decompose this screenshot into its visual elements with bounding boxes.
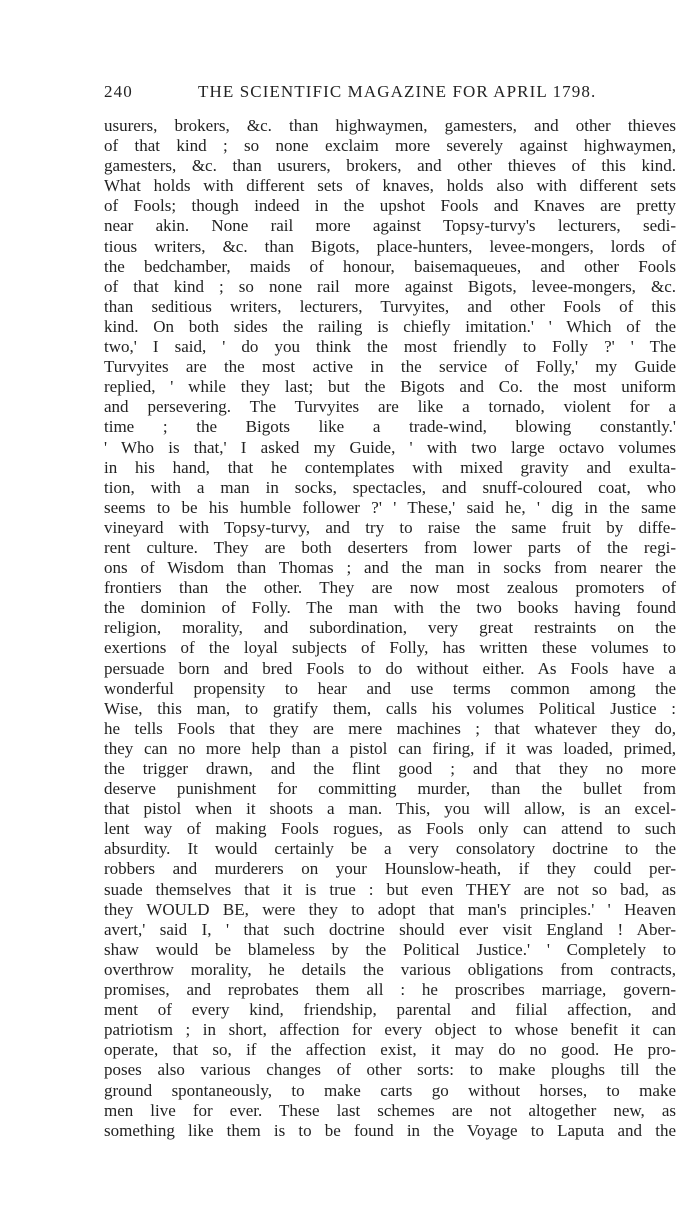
text-line: exertions of the loyal subjects of Folly, has written these volumes to [104, 638, 676, 658]
text-line: ons of Wisdom than Thomas ; and the man in socks from nearer the [104, 558, 676, 578]
text-line: lent way of making Fools rogues, as Fools only can attend to such [104, 819, 676, 839]
text-line: absurdity. It would certainly be a very consolatory doctrine to the [104, 839, 676, 859]
text-line: overthrow morality, he details the various obligations from contracts, [104, 959, 676, 979]
text-line: tion, with a man in socks, spectacles, and snuff-coloured coat, who [104, 477, 676, 497]
text-line: he tells Fools that they are mere machines ; that whatever they do, [104, 718, 676, 738]
text-line: ' Who is that,' I asked my Guide, ' with two large octavo volumes [104, 437, 676, 457]
text-line: of that kind ; so none exclaim more severely against highwaymen, [104, 136, 676, 156]
text-line: persuade born and bred Fools to do without either. As Fools have a [104, 658, 676, 678]
text-line: seems to be his humble follower ?' ' These,' said he, ' dig in the same [104, 497, 676, 517]
text-line: replied, ' while they last; but the Bigots and Co. the most uniform [104, 377, 676, 397]
text-line: What holds with different sets of knaves, holds also with different sets [104, 176, 676, 196]
text-line: they can no more help than a pistol can firing, if it was loaded, primed, [104, 738, 676, 758]
text-line: gamesters, &c. than usurers, brokers, and other thieves of this kind. [104, 156, 676, 176]
text-line: wonderful propensity to hear and use terms common among the [104, 678, 676, 698]
text-line: the bedchamber, maids of honour, baisemaqueues, and other Fools [104, 256, 676, 276]
text-line: robbers and murderers on your Hounslow-heath, if they could per- [104, 859, 676, 879]
text-line: deserve punishment for committing murder, than the bullet from [104, 779, 676, 799]
text-line: promises, and reprobates them all : he proscribes marriage, govern- [104, 980, 676, 1000]
text-line: Wise, this man, to gratify them, calls his volumes Political Justice : [104, 698, 676, 718]
text-line: frontiers than the other. They are now most zealous promoters of [104, 578, 676, 598]
page-number: 240 [104, 82, 133, 101]
text-line: operate, that so, if the affection exist, it may do no good. He pro- [104, 1040, 676, 1060]
text-line: ground spontaneously, to make carts go without horses, to make [104, 1080, 676, 1100]
text-line: time ; the Bigots like a trade-wind, blowing constantly.' [104, 417, 676, 437]
body-text [104, 116, 676, 1141]
text-line: of that kind ; so none rail more against Bigots, levee-mongers, &c. [104, 276, 676, 296]
text-line: that pistol when it shoots a man. This, you will allow, is an excel- [104, 799, 676, 819]
text-line: and persevering. The Turvyites are like a tornado, violent for a [104, 397, 676, 417]
text-line: Turvyites are the most active in the service of Folly,' my Guide [104, 357, 676, 377]
text-line: the dominion of Folly. The man with the two books having found [104, 598, 676, 618]
text-line: rent culture. They are both deserters from lower parts of the regi- [104, 537, 676, 557]
running-head [104, 78, 676, 108]
text-line: the trigger drawn, and the flint good ; and that they no more [104, 759, 676, 778]
text-line: than seditious writers, lecturers, Turvyites, and other Fools of this [104, 296, 676, 316]
text-line: ment of every kind, friendship, parental and filial affection, and [104, 1000, 676, 1020]
text-line: men live for ever. These last schemes are not altogether new, as [104, 1100, 676, 1120]
text-line: suade themselves that it is true : but even THEY are not so bad, as [104, 879, 676, 899]
text-line: they WOULD BE, were they to adopt that man's principles.' ' Heaven [104, 899, 676, 919]
running-title: THE SCIENTIFIC MAGAZINE FOR APRIL 1798. [198, 82, 597, 101]
book-page [104, 78, 676, 1141]
text-line: vineyard with Topsy-turvy, and try to raise the same fruit by diffe- [104, 517, 676, 537]
text-line: poses also various changes of other sorts: to make ploughs till the [104, 1060, 676, 1080]
text-line: something like them is to be found in the Voyage to Laputa and the [104, 1120, 676, 1140]
text-line: two,' I said, ' do you think the most friendly to Folly ?' ' The [104, 337, 676, 357]
text-line: of Fools; though indeed in the upshot Fools and Knaves are pretty [104, 196, 676, 216]
text-line: tious writers, &c. than Bigots, place-hunters, levee-mongers, lords of [104, 236, 676, 256]
text-line: kind. On both sides the railing is chiefly imitation.' ' Which of the [104, 316, 676, 336]
text-line: near akin. None rail more against Topsy-turvy's lecturers, sedi- [104, 216, 676, 236]
text-line: patriotism ; in short, affection for every object to whose benefit it can [104, 1020, 676, 1040]
text-line: religion, morality, and subordination, very great restraints on the [104, 618, 676, 638]
text-line: in his hand, that he contemplates with mixed gravity and exulta- [104, 457, 676, 477]
text-line: shaw would be blameless by the Political Justice.' ' Completely to [104, 939, 676, 959]
text-line: usurers, brokers, &c. than highwaymen, gamesters, and other thieves [104, 116, 676, 135]
text-line: avert,' said I, ' that such doctrine should ever visit England ! Aber- [104, 919, 676, 939]
